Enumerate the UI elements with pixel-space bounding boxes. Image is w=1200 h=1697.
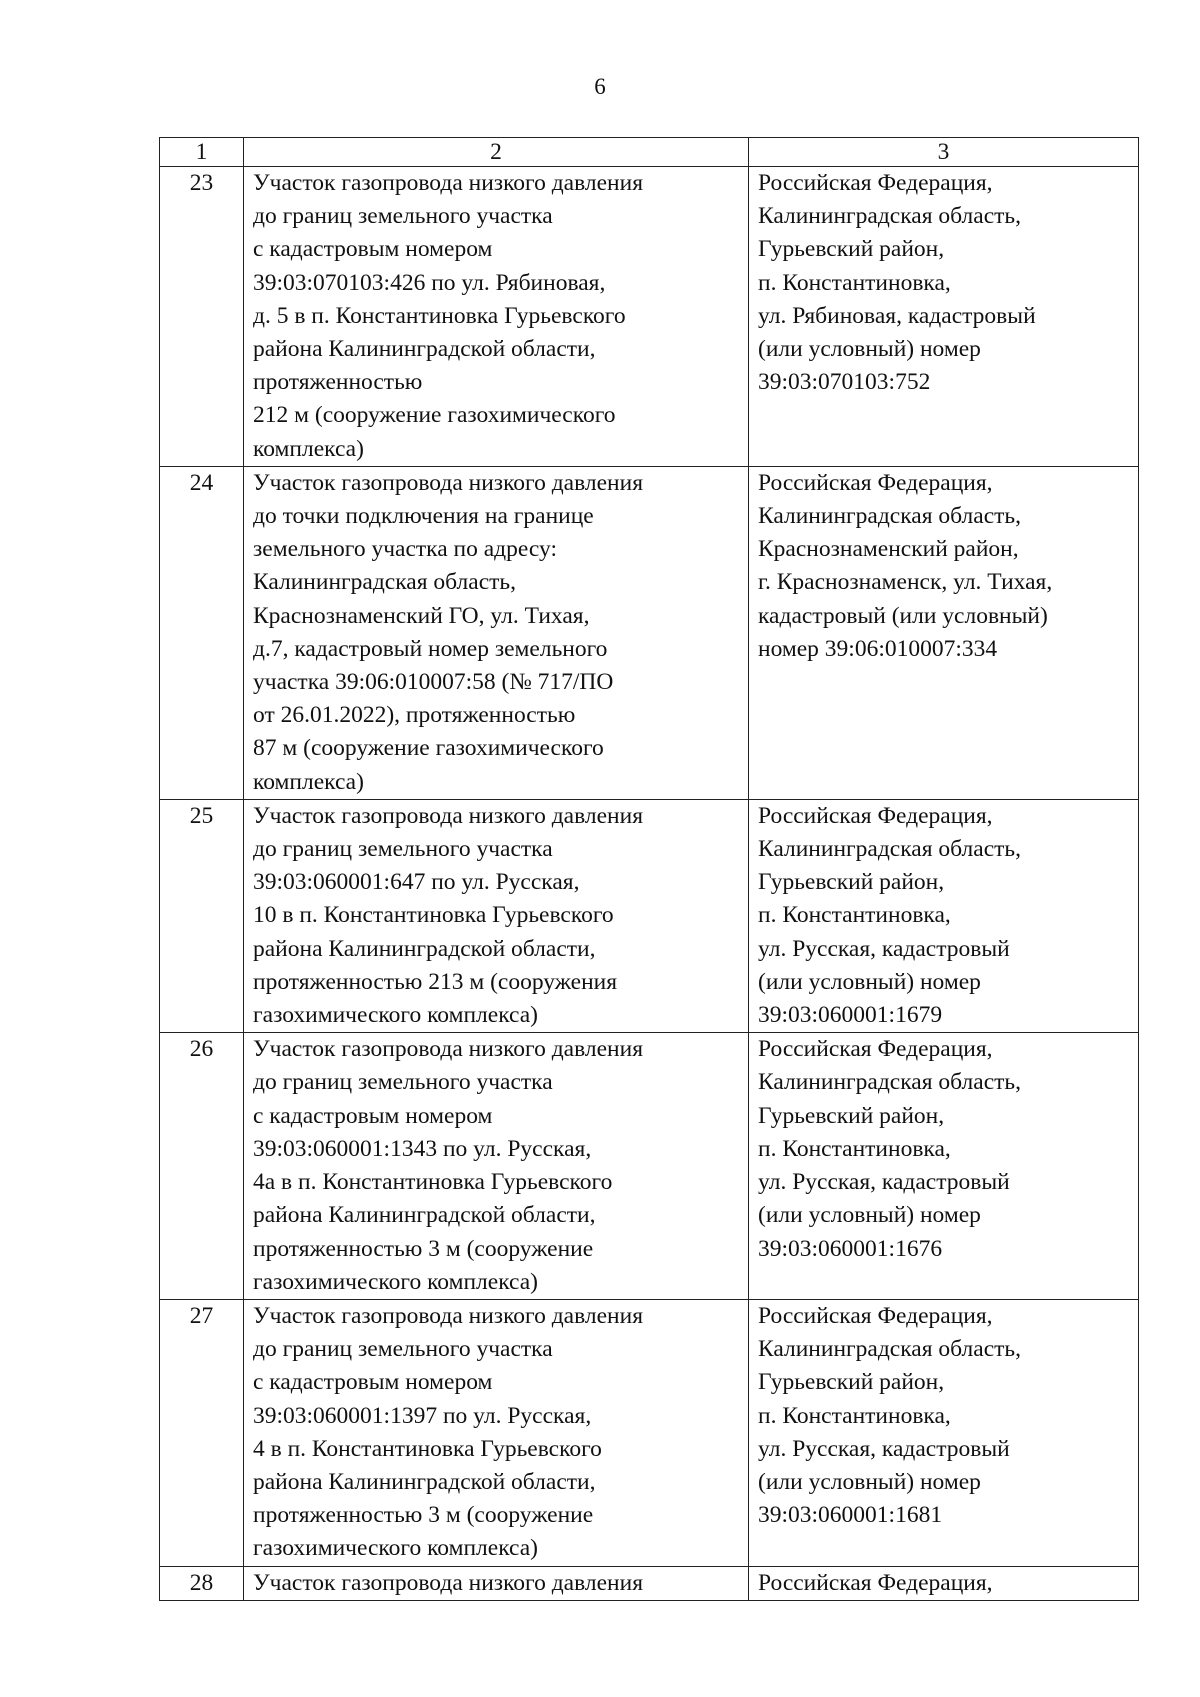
table-header-row: [160, 138, 1139, 167]
description-line: до точки подключения на границе: [253, 503, 594, 530]
description-line: 4а в п. Константиновка Гурьевского: [253, 1169, 613, 1196]
description-line: Калининградская область,: [253, 569, 516, 596]
description-line: района Калининградской области,: [253, 1468, 596, 1495]
description-line: района Калининградской области,: [253, 935, 596, 962]
description-line: газохимического комплекса): [253, 1002, 539, 1029]
object-address-cell: [749, 1033, 1139, 1300]
description-line: 39:03:060001:1397 по ул. Русская,: [253, 1402, 592, 1429]
address-line: п. Константиновка,: [758, 1402, 951, 1429]
description-line: Участок газопровода низкого давления: [253, 1302, 644, 1329]
description-line: района Калининградской области,: [253, 336, 596, 363]
table-row: [160, 1299, 1139, 1566]
description-line: с кадастровым номером: [253, 1369, 493, 1396]
address-line: Калининградская область,: [758, 836, 1021, 863]
description-line: с кадастровым номером: [253, 236, 493, 263]
page-number: 6: [594, 74, 606, 99]
address-line: Российская Федерация,: [758, 170, 993, 196]
address-line: (или условный) номер: [758, 336, 981, 363]
description-line: 212 м (сооружение газохимического: [253, 402, 616, 429]
address-line: Калининградская область,: [758, 503, 1021, 530]
row-number: 24: [160, 466, 244, 799]
description-line: до границ земельного участка: [253, 1069, 553, 1096]
address-line: ул. Русская, кадастровый: [758, 1169, 1010, 1196]
row-number: 27: [160, 1299, 244, 1566]
description-line: Краснознаменский ГО, ул. Тихая,: [253, 602, 590, 629]
address-line: 39:03:060001:1681: [758, 1502, 943, 1529]
description-line: 39:03:070103:426 по ул. Рябиновая,: [253, 269, 606, 296]
table-body: [160, 138, 1139, 1601]
address-line: Российская Федерация,: [758, 1302, 993, 1329]
description-line: д. 5 в п. Константиновка Гурьевского: [253, 302, 626, 329]
row-number: 23: [160, 167, 244, 467]
object-description-cell: [244, 799, 749, 1032]
table-row: [160, 1033, 1139, 1300]
address-line: (или условный) номер: [758, 968, 981, 995]
address-line: 39:03:060001:1679: [758, 1002, 943, 1029]
table-row: [160, 799, 1139, 1032]
description-line: протяженностью 3 м (сооружение: [253, 1235, 594, 1262]
description-line: комплекса): [253, 435, 364, 462]
description-line: протяженностью: [253, 369, 423, 396]
address-line: г. Краснознаменск, ул. Тихая,: [758, 569, 1053, 596]
column-header: 2: [244, 138, 749, 167]
description-line: Участок газопровода низкого давления: [253, 1569, 644, 1596]
address-line: Гурьевский район,: [758, 236, 945, 263]
description-line: 4 в п. Константиновка Гурьевского: [253, 1435, 602, 1462]
description-line: Участок газопровода низкого давления: [253, 469, 644, 496]
description-line: от 26.01.2022), протяженностью: [253, 702, 576, 729]
address-line: 39:03:070103:752: [758, 369, 931, 396]
description-line: комплекса): [253, 768, 364, 795]
registry-table: [159, 137, 1139, 1601]
address-line: (или условный) номер: [758, 1202, 981, 1229]
address-line: номер 39:06:010007:334: [758, 635, 998, 662]
object-description-cell: [244, 1299, 749, 1566]
description-line: земельного участка по адресу:: [253, 536, 557, 563]
address-line: п. Константиновка,: [758, 269, 951, 296]
description-line: 10 в п. Константиновка Гурьевского: [253, 902, 614, 929]
address-line: п. Константиновка,: [758, 1135, 951, 1162]
description-line: д.7, кадастровый номер земельного: [253, 635, 608, 662]
description-line: Участок газопровода низкого давления: [253, 1036, 644, 1063]
address-line: Российская Федерация,: [758, 1036, 993, 1063]
address-line: ул. Рябиновая, кадастровый: [758, 302, 1036, 329]
object-address-cell: [749, 167, 1139, 467]
address-line: Гурьевский район,: [758, 1102, 945, 1129]
row-number: 28: [160, 1566, 244, 1600]
address-line: (или условный) номер: [758, 1468, 981, 1495]
address-line: Калининградская область,: [758, 1336, 1021, 1363]
column-header: 1: [160, 138, 244, 167]
description-line: газохимического комплекса): [253, 1535, 539, 1562]
description-line: участка 39:06:010007:58 (№ 717/ПО: [253, 669, 614, 696]
address-line: Калининградская область,: [758, 1069, 1021, 1096]
description-line: 39:03:060001:1343 по ул. Русская,: [253, 1135, 592, 1162]
address-line: п. Константиновка,: [758, 902, 951, 929]
description-line: Участок газопровода низкого давления: [253, 802, 644, 829]
table-row: [160, 1566, 1139, 1600]
object-address-cell: [749, 1299, 1139, 1566]
address-line: Гурьевский район,: [758, 869, 945, 896]
row-number: 26: [160, 1033, 244, 1300]
column-header: 3: [749, 138, 1139, 167]
address-line: ул. Русская, кадастровый: [758, 1435, 1010, 1462]
object-description-cell: [244, 1566, 749, 1600]
address-line: Калининградская область,: [758, 203, 1021, 230]
description-line: протяженностью 3 м (сооружение: [253, 1502, 594, 1529]
row-number: 25: [160, 799, 244, 1032]
object-description-cell: [244, 466, 749, 799]
address-line: Российская Федерация,: [758, 469, 993, 496]
description-line: с кадастровым номером: [253, 1102, 493, 1129]
address-line: ул. Русская, кадастровый: [758, 935, 1010, 962]
table-row: [160, 466, 1139, 799]
description-line: газохимического комплекса): [253, 1268, 539, 1295]
object-description-cell: [244, 1033, 749, 1300]
table-row: [160, 167, 1139, 467]
description-line: 87 м (сооружение газохимического: [253, 735, 604, 762]
address-line: Российская Федерация,: [758, 1569, 993, 1596]
description-line: до границ земельного участка: [253, 836, 553, 863]
object-description-cell: [244, 167, 749, 467]
description-line: 39:03:060001:647 по ул. Русская,: [253, 869, 580, 896]
description-line: до границ земельного участка: [253, 1336, 553, 1363]
address-line: Российская Федерация,: [758, 802, 993, 829]
address-line: Краснознаменский район,: [758, 536, 1019, 563]
address-line: кадастровый (или условный): [758, 602, 1048, 629]
object-address-cell: [749, 1566, 1139, 1600]
object-address-cell: [749, 799, 1139, 1032]
description-line: до границ земельного участка: [253, 203, 553, 230]
description-line: протяженностью 213 м (сооружения: [253, 968, 618, 995]
object-address-cell: [749, 466, 1139, 799]
description-line: района Калининградской области,: [253, 1202, 596, 1229]
address-line: Гурьевский район,: [758, 1369, 945, 1396]
description-line: Участок газопровода низкого давления: [253, 170, 644, 196]
address-line: 39:03:060001:1676: [758, 1235, 943, 1262]
